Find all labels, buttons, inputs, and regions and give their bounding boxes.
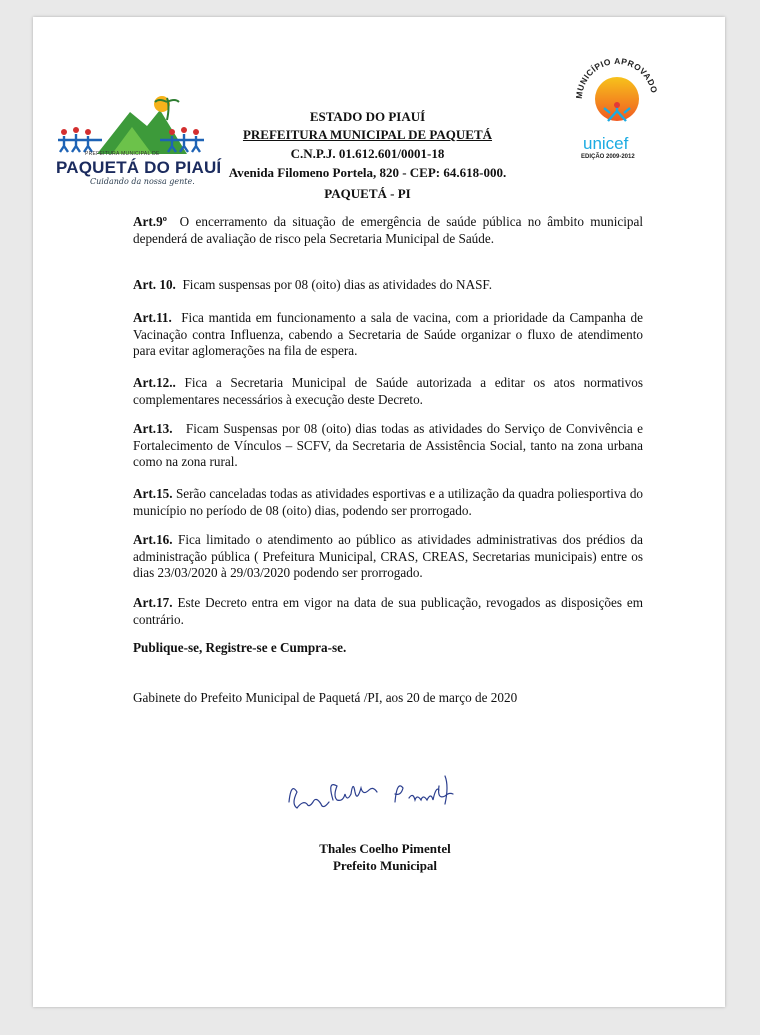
article-16: Art.16. Fica limitado o atendimento ao público as atividades administrativas dos prédios da administração pública ( Prefeitura Municipal, CRAS, CREAS, Secretarias municipais) entre os dias 23/03/2020 à 29/03/2020 podendo ser prorrogado. <box>133 532 643 580</box>
article-17: Art.17. Este Decreto entra em vigor na data de sua publicação, revogados as disposições em contrário. <box>133 595 643 627</box>
seal-edition: EDIÇÃO 2009-2012 <box>581 154 635 160</box>
header-address: Avenida Filomeno Portela, 820 - CEP: 64.618-000. <box>228 165 507 180</box>
unicef-seal <box>572 55 662 167</box>
paqueta-logo <box>52 92 222 190</box>
signer-name: Thales Coelho Pimentel <box>319 841 451 856</box>
gabinete-date-line: Gabinete do Prefeito Municipal de Paquetá /PI, aos 20 de março de 2020 <box>133 690 518 705</box>
handwritten-signature <box>285 772 485 822</box>
people-mountain-icon <box>52 92 207 158</box>
signer-block <box>300 840 470 874</box>
logo-prefeitura-label: PREFEITURA MUNICIPAL DE <box>85 151 160 157</box>
article-12: Art.12.. Fica a Secretaria Municipal de Saúde autorizada a editar os atos normativos complementares necessários à execução deste Decreto. <box>133 375 644 407</box>
logo-tagline: Cuidando da nossa gente. <box>90 177 195 186</box>
article-15: Art.15. Serão canceladas todas as atividades esportivas e a utilização da quadra poliesportiva do município no período de 08 (oito) dias, podendo ser prorrogado. <box>133 486 644 518</box>
article-10: Art. 10. Ficam suspensas por 08 (oito) dias as atividades do NASF. <box>133 277 493 292</box>
header-prefeitura: PREFEITURA MUNICIPAL DE PAQUETÁ <box>242 127 493 142</box>
header-state: ESTADO DO PIAUÍ <box>309 109 426 124</box>
header-city: PAQUETÁ - PI <box>324 186 411 201</box>
signer-title: Prefeito Municipal <box>332 858 438 873</box>
logo-brand-text: PAQUETÁ DO PIAUÍ <box>56 158 222 177</box>
header-cnpj: C.N.P.J. 01.612.601/0001-18 <box>290 146 445 161</box>
article-9: Art.9º O encerramento da situação de emergência de saúde pública no âmbito municipal dependerá de avaliação de risco pela Secretaria Municipal de Saúde. <box>133 214 643 246</box>
article-11: Art.11. Fica mantida em funcionamento a sala de vacina, com a prioridade da Campanha de Vacinação contra Influenza, cabendo a Secretaria de Saúde organizar o fluxo de atendimento para evitar aglomerações na fila de espera. <box>133 310 644 358</box>
letterhead <box>215 107 520 204</box>
sun-seal-icon <box>572 55 662 135</box>
seal-arc-text: MUNICÍPIO APROVADO <box>573 55 660 100</box>
article-13: Art.13. Ficam Suspensas por 08 (oito) dias todas as atividades do Serviço de Convivência e Fortalecimento de Vínculos – SCFV, da Secretaria de Assistência Social, tanto na zona urbana como na zona rural. <box>133 421 643 469</box>
closing-formula: Publique-se, Registre-se e Cumpra-se. <box>133 640 347 655</box>
unicef-wordmark: unicef <box>583 134 629 153</box>
